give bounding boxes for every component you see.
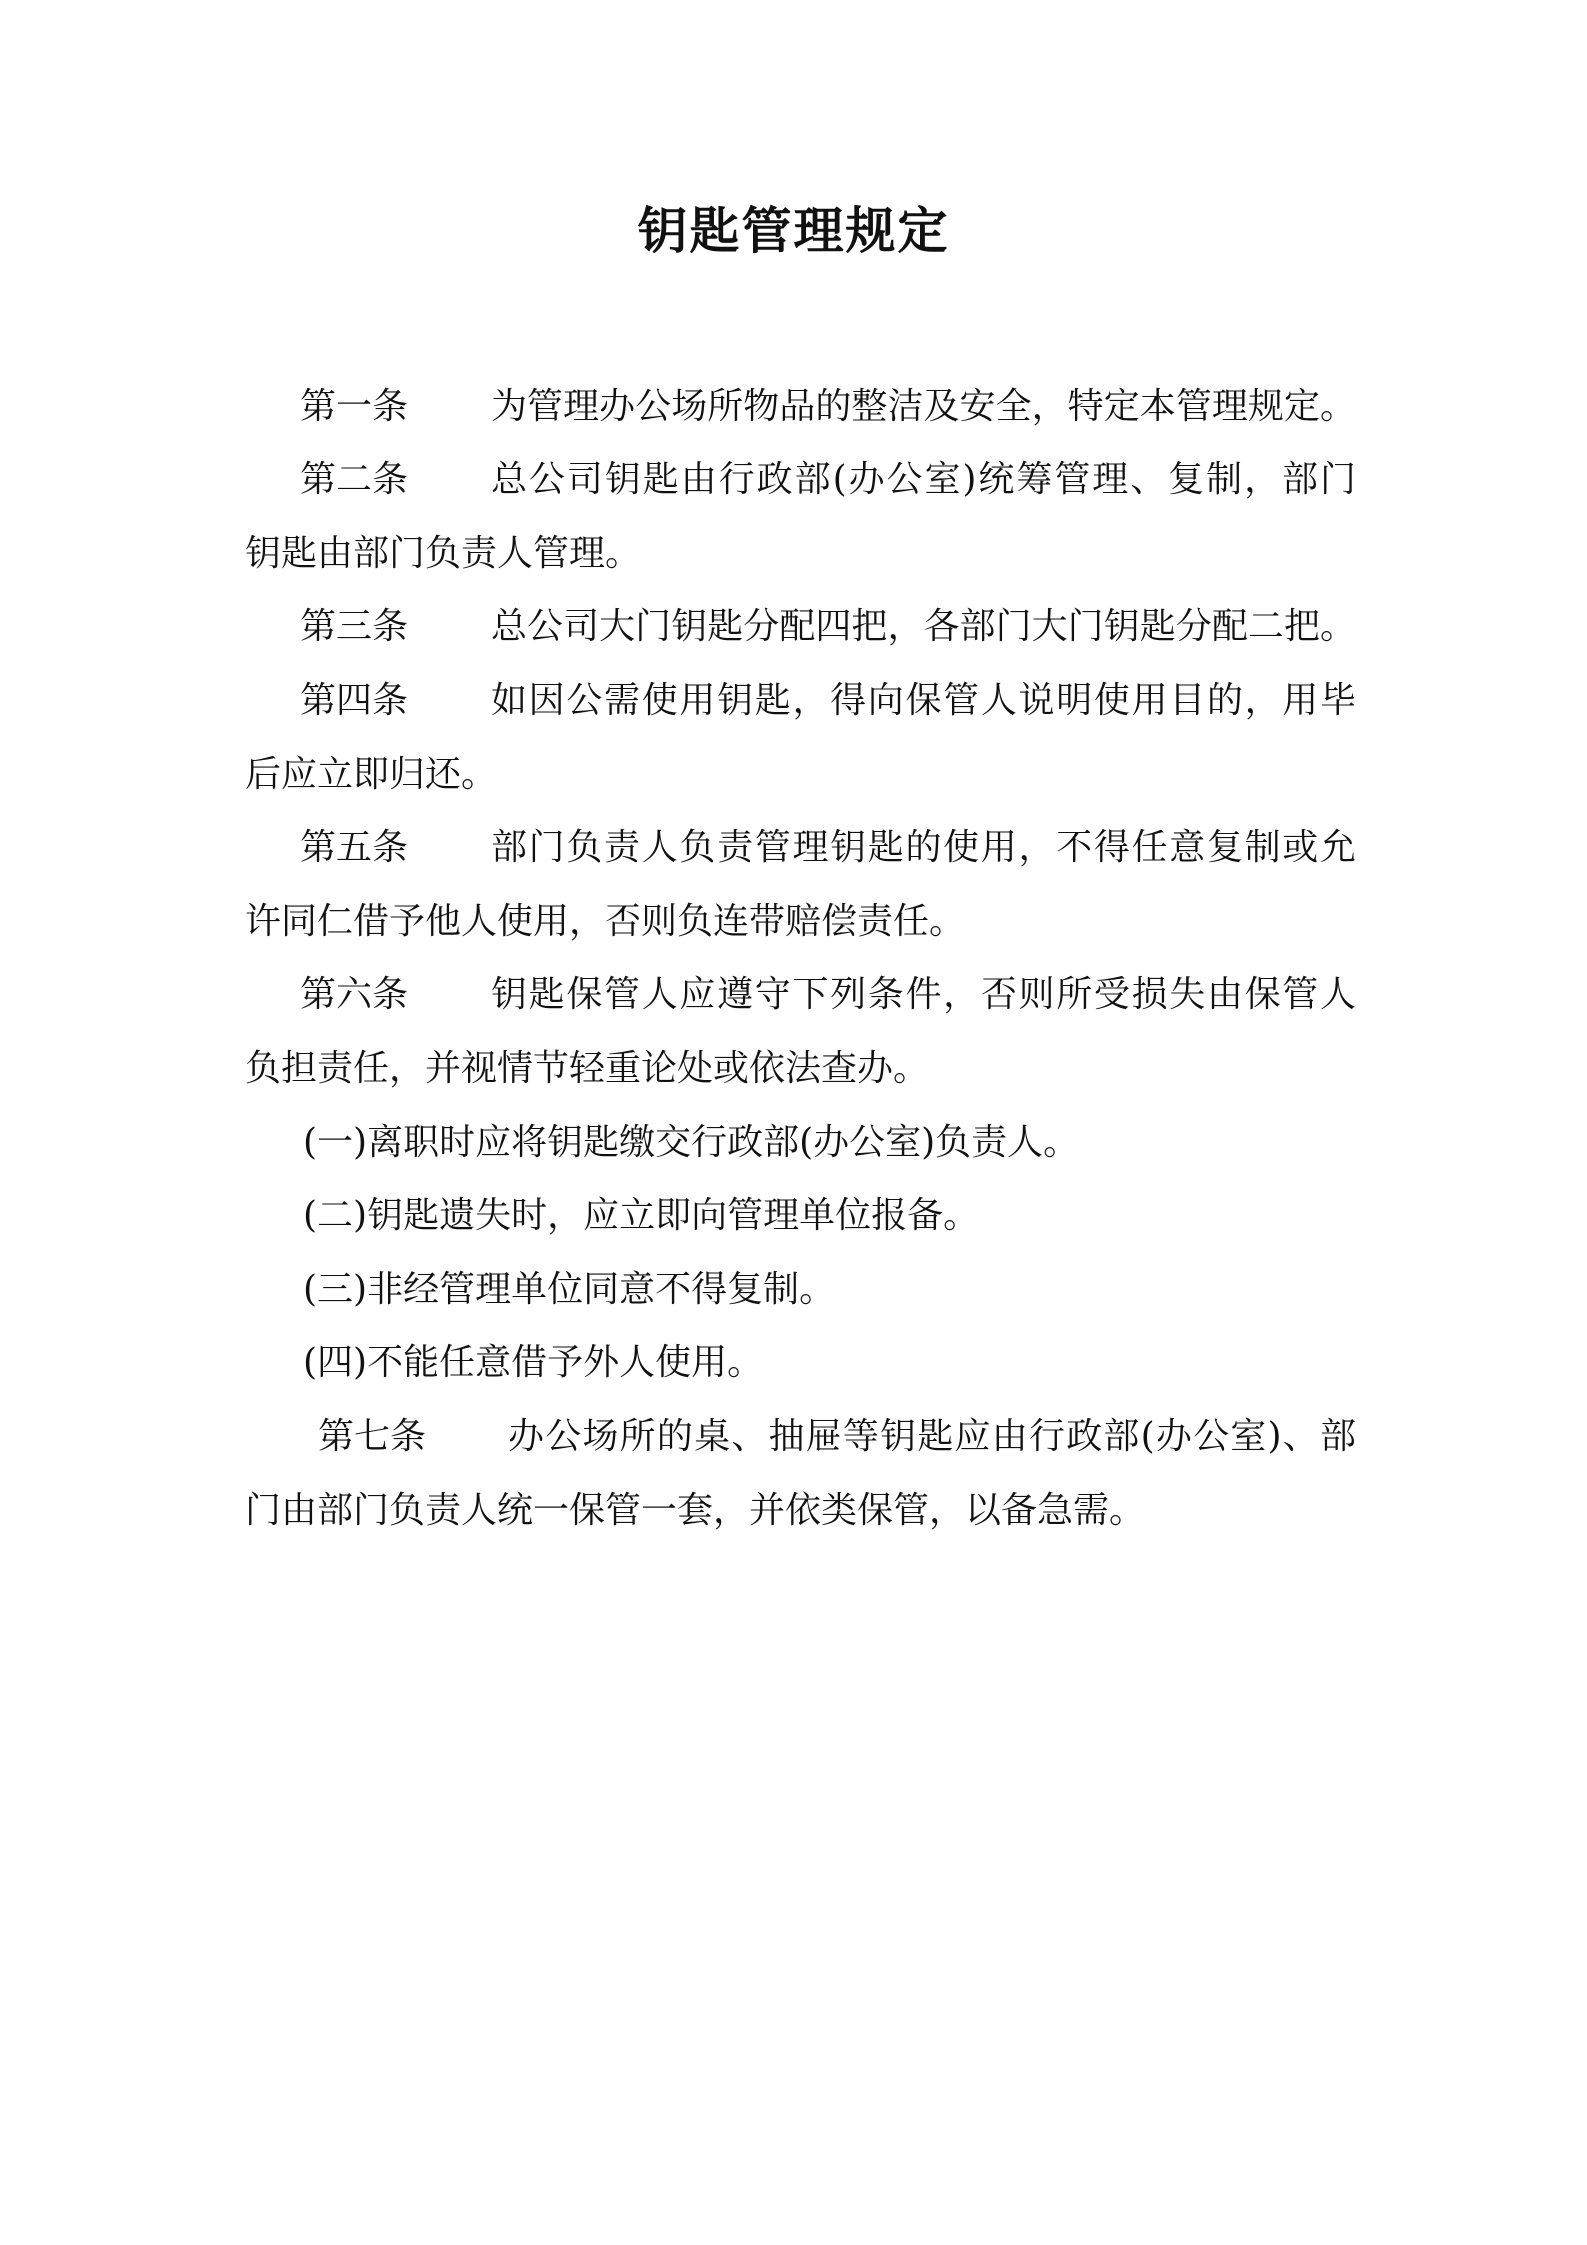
article-label: 第七条 xyxy=(318,1416,427,1457)
article-text: 许同仁借予他人使用，否则负连带赔偿责任。 xyxy=(245,901,966,942)
article-text: 后应立即归还。 xyxy=(245,754,498,795)
article-label: 第四条 xyxy=(300,680,409,721)
article-text: 为管理办公场所物品的整洁及安全，特定本管理规定。 xyxy=(491,386,1356,427)
article-text: 钥匙由部门负责人管理。 xyxy=(245,533,642,574)
article-label: 第三条 xyxy=(300,606,409,647)
article-label: 第一条 xyxy=(300,386,409,427)
article-text: 部门负责人负责管理钥匙的使用，不得任意复制或允 xyxy=(491,827,1356,868)
article-text: 如因公需使用钥匙，得向保管人说明使用目的，用毕 xyxy=(491,680,1356,721)
article-text: 总公司钥匙由行政部(办公室)统筹管理、复制，部门 xyxy=(491,459,1356,500)
sub-item: (三)非经管理单位同意不得复制。 xyxy=(303,1269,836,1310)
sub-item: (一)离职时应将钥匙缴交行政部(办公室)负责人。 xyxy=(303,1122,1080,1163)
document-title: 钥匙管理规定 xyxy=(637,202,950,260)
article-text: 办公场所的桌、抽屉等钥匙应由行政部(办公室)、部 xyxy=(508,1416,1356,1457)
article-text: 总公司大门钥匙分配四把，各部门大门钥匙分配二把。 xyxy=(491,606,1356,647)
article-text: 钥匙保管人应遵守下列条件，否则所受损失由保管人 xyxy=(491,974,1356,1015)
article-label: 第二条 xyxy=(300,459,409,500)
sub-item: (四)不能任意借予外人使用。 xyxy=(303,1342,764,1383)
sub-item: (二)钥匙遗失时，应立即向管理单位报备。 xyxy=(303,1195,980,1236)
article-label: 第六条 xyxy=(300,974,409,1015)
article-label: 第五条 xyxy=(300,827,409,868)
article-text: 负担责任，并视情节轻重论处或依法查办。 xyxy=(245,1048,930,1089)
article-text: 门由部门负责人统一保管一套，并依类保管，以备急需。 xyxy=(245,1490,1146,1531)
